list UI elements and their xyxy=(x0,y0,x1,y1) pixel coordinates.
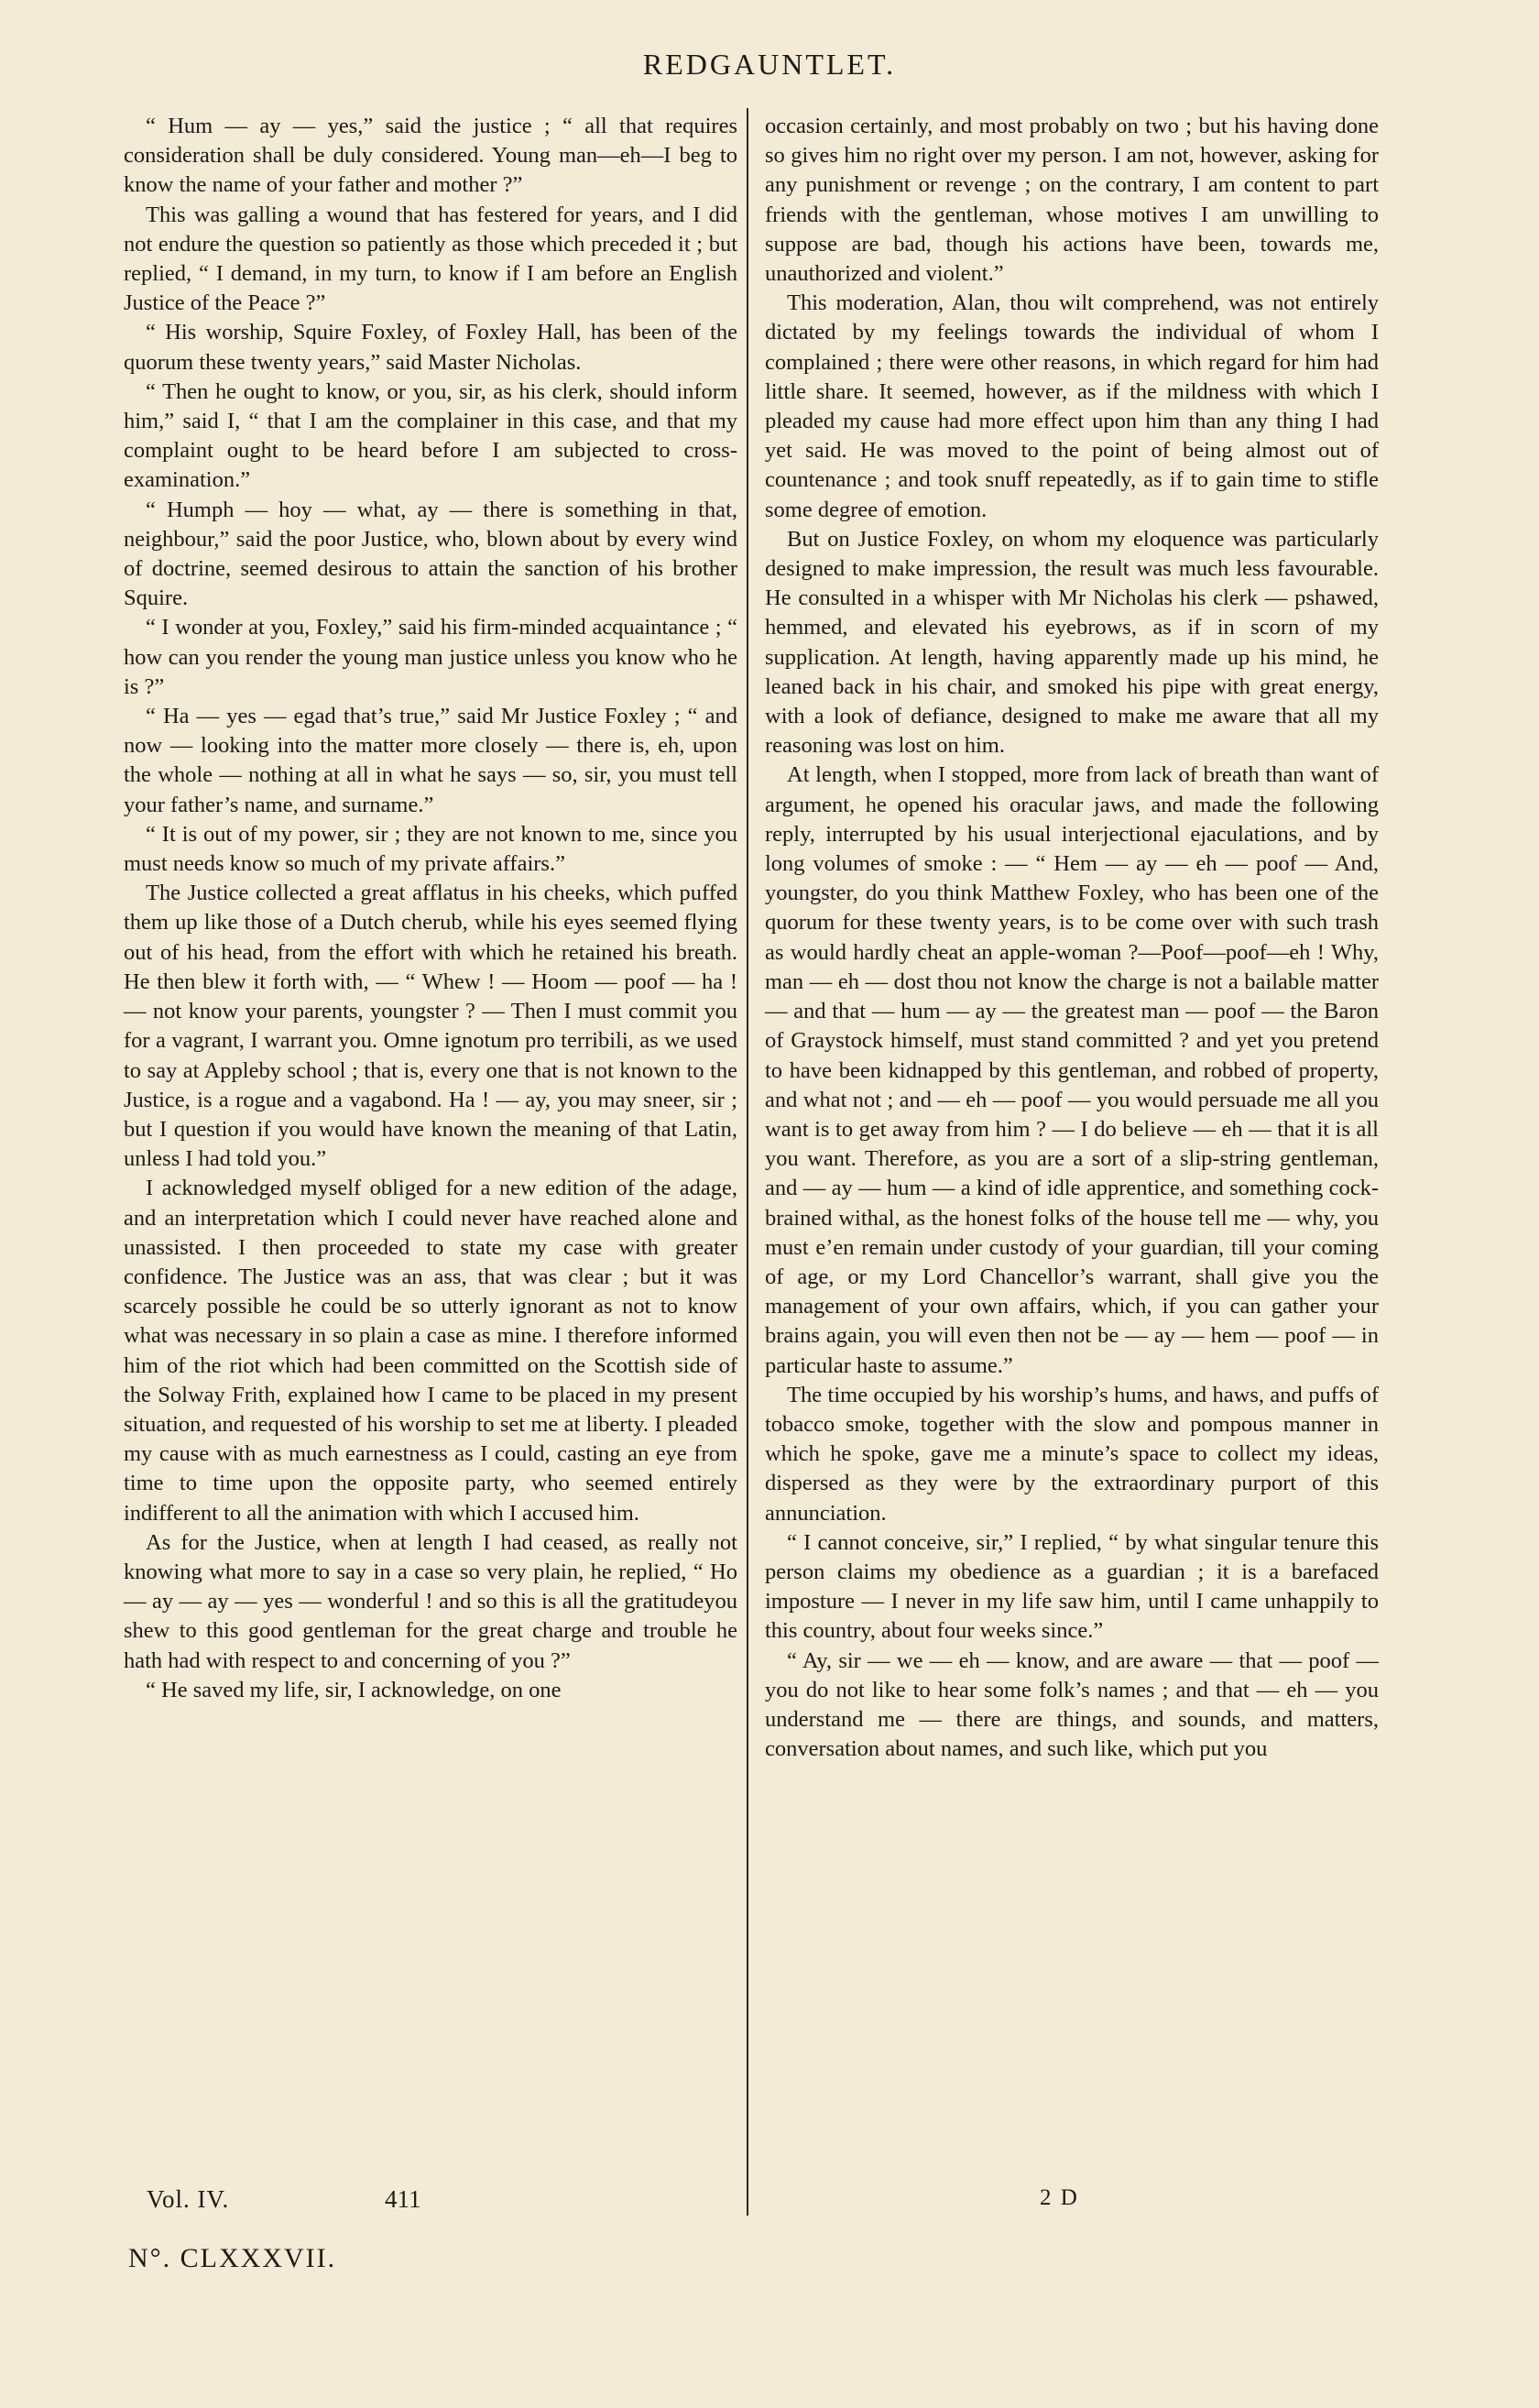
paragraph: “ I cannot conceive, sir,” I replied, “ by what singular tenure this person claims my obedience as a guardian ; it is a barefaced imposture — I never in my life saw him, until I came unhappily to this country, about four weeks since.” xyxy=(765,1529,1379,1644)
paragraph: As for the Justice, when at length I had ceased, as really not knowing what more to say in a case so very plain, he replied, “ Ho — ay — ay — yes — wonderful ! and so this is all the gratitudeyou shew to this good gentleman for the great charge and trouble he hath had with respect to and concerning of you ?” xyxy=(124,1529,737,1673)
left-column xyxy=(124,112,737,1705)
right-column xyxy=(765,112,1379,1764)
paragraph: “ Ay, sir — we — eh — know, and are aware — that — poof — you do not like to hear some folk’s names ; and that — eh — you understand me — there are things, and sounds, and matters, conversation about names, and such like, which put you xyxy=(765,1647,1379,1762)
paragraph: occasion certainly, and most probably on two ; but his having done so gives him no right over my person. I am not, however, asking for any punishment or revenge ; on the contrary, I am content to part friends with the gentleman, whose motives I am unwilling to suppose are bad, though his actions have been, towards me, unauthorized and violent.” xyxy=(765,114,1379,287)
paragraph: “ Hum — ay — yes,” said the justice ; “ all that requires consideration shall be duly considered. Young man—eh—I beg to know the name of your father and mother ?” xyxy=(124,114,737,198)
page-title: REDGAUNTLET. xyxy=(642,48,897,81)
paragraph: “ Then he ought to know, or you, sir, as his clerk, should inform him,” said I, “ that I am the complainer in this case, and that my complaint ought to be heard before I am subjected to cross-examination.” xyxy=(124,378,737,493)
paragraph: “ His worship, Squire Foxley, of Foxley Hall, has been of the quorum these twenty years,” said Master Nicholas. xyxy=(124,320,737,375)
paragraph: “ It is out of my power, sir ; they are not known to me, since you must needs know so much of my private affairs.” xyxy=(124,821,737,877)
paragraph: The time occupied by his worship’s hums, and haws, and puffs of tobacco smoke, together with the slow and pompous manner in which he spoke, gave me a minute’s space to collect my ideas, dispersed as they were by the extraordinary purport of this annunciation. xyxy=(765,1382,1379,1526)
paragraph: “ Ha — yes — egad that’s true,” said Mr Justice Foxley ; “ and now — looking into the matter more closely — there is, eh, upon the whole — nothing at all in what he says — so, sir, you must tell your father’s name, and surname.” xyxy=(124,704,737,817)
paragraph: I acknowledged myself obliged for a new edition of the adage, and an interpretation which I could never have reached alone and unassisted. I then proceeded to state my case with greater confidence. The Justice was an ass, that was clear ; but it was scarcely possible he could be so utterly ignorant as not to know what was necessary in so plain a case as mine. I therefore informed him of the riot which had been committed on the Scottish side of the Solway Frith, explained how I came to be placed in my present situation, and requested of his worship to set me at liberty. I pleaded my cause with as much earnestness as I could, casting an eye from time to time upon the opposite party, who seemed entirely indifferent to all the animation with which I accused him. xyxy=(124,1176,737,1526)
signature-mark: 2 D xyxy=(1040,2185,1079,2210)
page-number: 411 xyxy=(385,2185,421,2213)
column-divider xyxy=(747,108,748,2216)
paragraph: “ He saved my life, sir, I acknowledge, on one xyxy=(146,1677,562,1702)
paragraph: The Justice collected a great afflatus in his cheeks, which puffed them up like those of a Dutch cherub, while his eyes seemed flying out of his head, from the effort with which he retained his breath. He then blew it forth with, — “ Whew ! — Hoom — poof — ha ! — not know your parents, youngster ? — Then I must commit you for a vagrant, I warrant you. Omne ignotum pro terribili, as we used to say at Appleby school ; that is, every one that is not known to the Justice, is a rogue and a vagabond. Ha ! — ay, you may sneer, sir ; but I question if you would have known the meaning of that Latin, unless I had told you.” xyxy=(124,881,737,1172)
paragraph: At length, when I stopped, more from lack of breath than want of argument, he opened his oracular jaws, and made the following reply, interrupted by his usual interjectional ejaculations, and by long volumes of smoke : — “ Hem — ay — eh — poof — And, youngster, do you think Matthew Foxley, who has been one of the quorum for these twenty years, is to be come over with such trash as would hardly cheat an apple-woman ?—Poof—poof—eh ! Why, man — eh — dost thou not know the charge is not a bailable matter — and that — hum — ay — the greatest man — poof — the Baron of Graystock himself, must stand committed ? and yet you pretend to have been kidnapped by this gentleman, and robbed of property, and what not ; and — eh — poof — you would persuade me all you want is to get away from him ? — I do believe — eh — that it is all you want. Therefore, as you are a sort of a slip-string gentleman, and — ay — hum — a kind of idle apprentice, and something cock-brained withal, as the honest folks of the house tell me — why, you must e’en remain under custody of your guardian, till your coming of age, or my Lord Chancellor’s warrant, shall give you the management of your own affairs, which, if you can gather your brains again, you will even then not be — ay — hem — poof — in particular haste to assume.” xyxy=(765,762,1379,1378)
volume-label: Vol. IV. xyxy=(147,2185,230,2213)
paragraph: But on Justice Foxley, on whom my eloquence was particularly designed to make impression, the result was much less favourable. He consulted in a whisper with Mr Nicholas his clerk — pshawed, hemmed, and elevated his eyebrows, as if in scorn of my supplication. At length, having apparently made up his mind, he leaned back in his chair, and smoked his pipe with great energy, with a look of defiance, designed to make me aware that all my reasoning was lost on him. xyxy=(765,526,1379,759)
paragraph: “ I wonder at you, Foxley,” said his firm-minded acquaintance ; “ how can you render the young man justice unless you know who he is ?” xyxy=(124,615,737,699)
paragraph: This moderation, Alan, thou wilt comprehend, was not entirely dictated by my feelings towards the individual of whom I complained ; there were other reasons, in which regard for him had little share. It seemed, however, as if the mildness with which I pleaded my cause had more effect upon him than any thing I had yet said. He was moved to the point of being almost out of countenance ; and took snuff repeatedly, as if to gain time to stifle some degree of emotion. xyxy=(765,290,1379,522)
paragraph: This was galling a wound that has festered for years, and I did not endure the question so patiently as those which preceded it ; but replied, “ I demand, in my turn, to know if I am before an English Justice of the Peace ?” xyxy=(124,202,737,316)
paragraph: “ Humph — hoy — what, ay — there is something in that, neighbour,” said the poor Justice, who, blown about by every wind of doctrine, seemed desirous to attain the sanction of his brother Squire. xyxy=(124,497,737,611)
issue-number: N°. CLXXXVII. xyxy=(128,2243,337,2273)
